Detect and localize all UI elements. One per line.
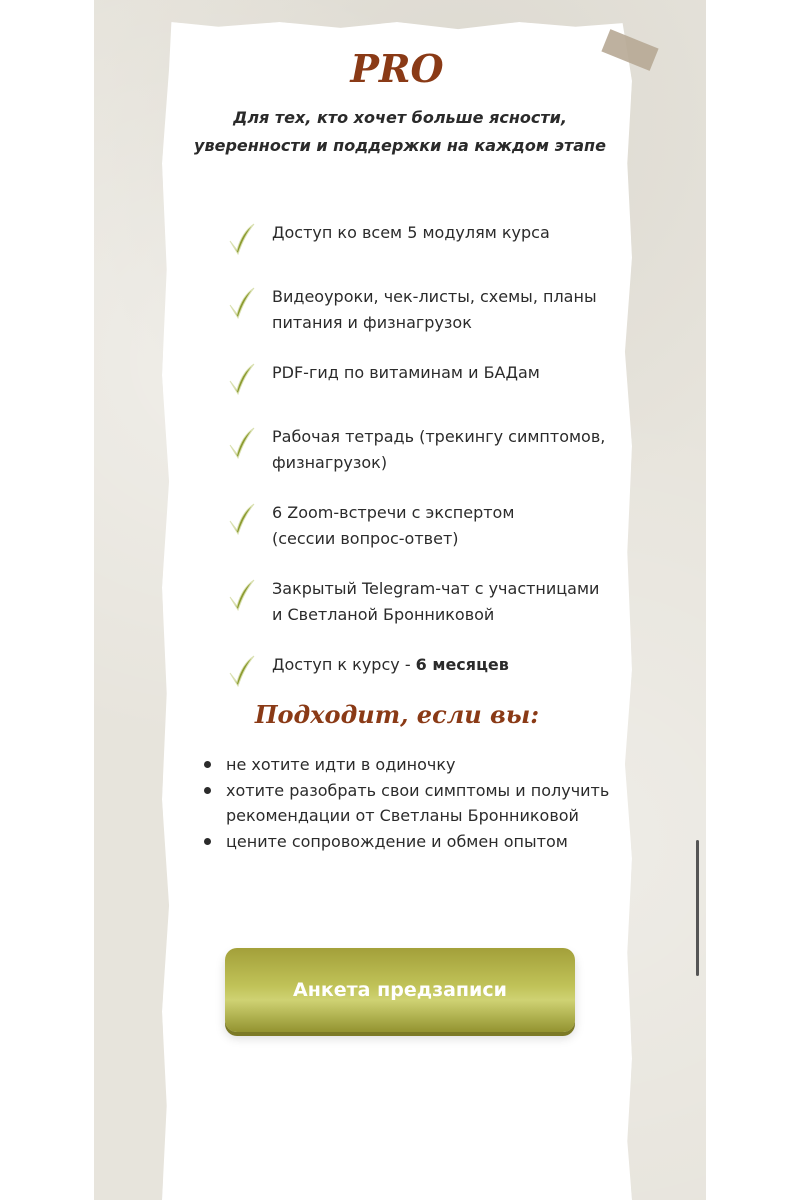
feature-item [228, 500, 628, 552]
suitability-text: хотите разобрать свои симптомы и получить [226, 780, 610, 800]
scrollbar-thumb[interactable] [696, 840, 699, 976]
plan-subtitle [190, 104, 610, 160]
suitability-item [204, 778, 624, 829]
feature-text: 6 Zoom-встречи с экспертом [272, 503, 515, 522]
suitability-item [204, 829, 624, 855]
bullet-dot-icon [204, 761, 211, 768]
feature-list [228, 220, 628, 678]
suitability-text: цените сопровождение и обмен опытом [226, 831, 568, 851]
check-icon [228, 654, 256, 688]
feature-text: и Светланой Бронниковой [272, 605, 495, 624]
suitability-list [204, 752, 624, 854]
bullet-dot-icon [204, 838, 211, 845]
feature-text: PDF-гид по витаминам и БАДам [272, 363, 540, 382]
check-icon [228, 286, 256, 320]
check-icon [228, 502, 256, 536]
feature-item [228, 284, 628, 336]
feature-text: питания и физнагрузок [272, 313, 472, 332]
suitability-item [204, 752, 624, 778]
feature-duration: 6 месяцев [415, 655, 509, 674]
feature-item [228, 220, 628, 272]
feature-text [272, 652, 628, 678]
feature-text: Видеоуроки, чек-листы, схемы, планы [272, 287, 597, 306]
feature-text: физнагрузок) [272, 453, 388, 472]
feature-text: Закрытый Telegram-чат с участницами [272, 579, 600, 598]
check-icon [228, 578, 256, 612]
plan-title: PRO [350, 46, 444, 91]
feature-item [228, 576, 628, 628]
check-icon [228, 426, 256, 460]
suitability-text: рекомендации от Светланы Бронниковой [226, 806, 579, 825]
feature-item [228, 652, 628, 678]
check-icon [228, 362, 256, 396]
feature-text: Рабочая тетрадь (трекингу симптомов, [272, 427, 606, 446]
bullet-dot-icon [204, 787, 211, 794]
suitability-title: Подходит, если вы: [254, 700, 540, 729]
suitability-text: не хотите идти в одиночку [226, 755, 456, 774]
feature-text: (сессии вопрос-ответ) [272, 529, 459, 548]
feature-item [228, 424, 628, 476]
preregistration-form-button[interactable]: Анкета предзаписи [225, 948, 575, 1032]
check-icon [228, 222, 256, 256]
plan-subtitle-line: уверенности и поддержки на каждом этапе [194, 136, 606, 155]
feature-text-part: Доступ к курсу - [272, 655, 416, 674]
feature-item [228, 360, 628, 386]
feature-text: Доступ ко всем 5 модулям курса [272, 223, 550, 242]
plan-subtitle-line: Для тех, кто хочет больше ясности, [233, 108, 567, 127]
